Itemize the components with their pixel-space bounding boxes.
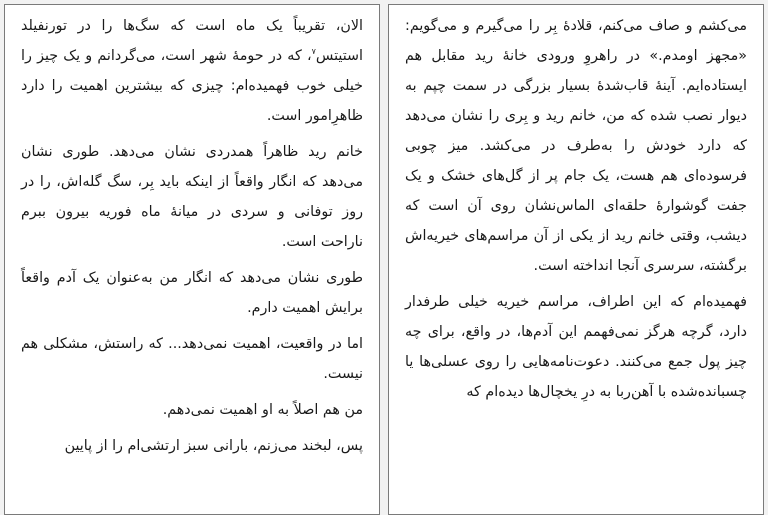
paragraph: اما در واقعیت، اهمیت نمی‌دهد... که راستش، مشکلی هم نیست. bbox=[21, 336, 363, 382]
left-page bbox=[4, 4, 380, 515]
paragraph bbox=[21, 11, 363, 131]
paragraph: خانم رید ظاهراً همدردی نشان می‌دهد. طوری نشان می‌دهد که انگار واقعاً از اینکه باید بِر، سگ گله‌اش، را در روز توفانی و سردی در میانهٔ ماه فوریه بیرون ببرم ناراحت است. bbox=[21, 144, 363, 250]
paragraph: فهمیده‌ام که این اطراف، مراسم خیریه خیلی طرفدار دارد، گرچه هرگز نمی‌فهمم این آدم‌ها، در واقع، برای چه چیز پول جمع می‌کنند. دعوت‌نامه‌هایی را روی عسلی‌ها یا چسبانده‌شده با آهن‌ربا به درِ یخچال‌ها دیده‌ام که bbox=[405, 294, 747, 400]
paragraph: من هم اصلاً به او اهمیت نمی‌دهم. bbox=[162, 402, 363, 418]
paragraph: طوری نشان می‌دهد که انگار من به‌عنوان یک آدم واقعاً برایش اهمیت دارم. bbox=[21, 270, 363, 316]
left-page-text bbox=[21, 11, 363, 467]
footnote-mark: ۷ bbox=[311, 47, 316, 57]
paragraph: می‌کشم و صاف می‌کنم، قلادهٔ بِر را می‌گیرم و می‌گویم: «مجهز اومدم.» در راهروِ ورودی خانهٔ رید مقابل هم ایستاده‌ایم. آینهٔ قاب‌شدهٔ بسیار بزرگی در سمت چپم به دیوار نصب شده که من، خانم رید و بِری را نشان می‌دهد که دارد خودش را به‌طرف در می‌کشد. میز چوبی فرسوده‌ای هم هست، یک جام پر از گل‌های خشک و یک جفت گوشوارهٔ حلقه‌ای الماس‌نشان روی آن است که دیشب، وقتی خانم رید از یکی از آن مراسم‌های خیریه‌اش برگشته، سرسری آنجا انداخته است. bbox=[405, 18, 747, 274]
paragraph-text: ، که در حومهٔ شهر است، می‌گردانم و یک چیز را خیلی خوب فهمیده‌ام: چیزی که بیشترین اهمیت را دارد ظاهرِامور است. bbox=[21, 48, 363, 124]
paragraph-text: الان، تقریباً یک ماه است که سگ‌ها را در تورنفیلد استیتس bbox=[21, 18, 363, 64]
right-page bbox=[388, 4, 764, 515]
right-page-text bbox=[405, 11, 747, 413]
paragraph: پس، لبخند می‌زنم، بارانی سبز ارتشی‌ام را از پایین bbox=[64, 438, 363, 454]
